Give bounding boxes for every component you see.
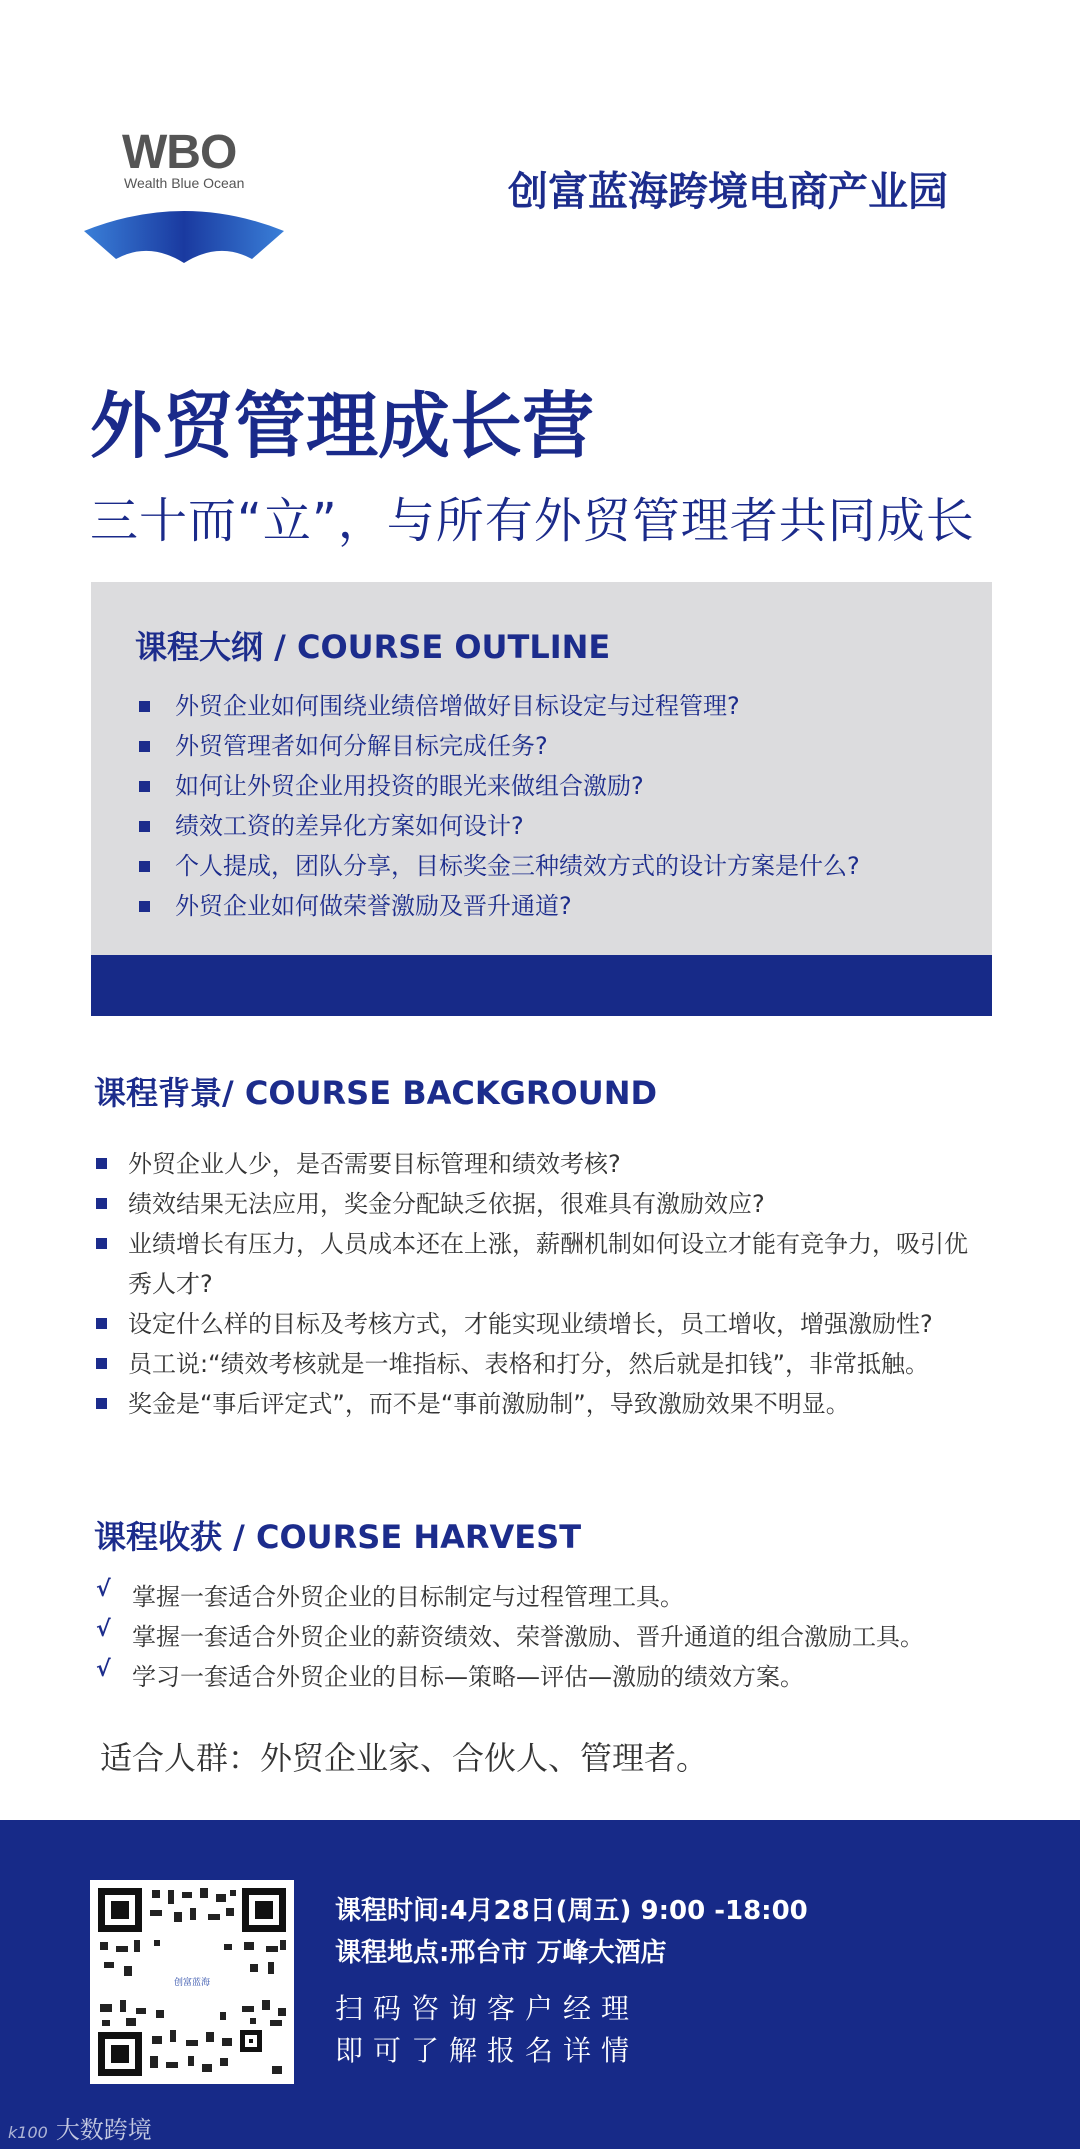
list-item-text: 业绩增长有压力，人员成本还在上涨，薪酬机制如何设立才能有竞争力，吸引优秀人才? [128,1230,968,1298]
list-item-text: 设定什么样的目标及考核方式，才能实现业绩增长，员工增收，增强激励性? [128,1310,933,1338]
qr-center-logo: 创富蓝海 [152,1972,232,1994]
list-item-text: 绩效工资的差异化方案如何设计? [175,812,524,840]
list-item [96,1577,924,1617]
list-item [96,1384,976,1424]
list-item [139,806,860,846]
checkmark-icon: √ [96,1617,111,1642]
bullet-square-icon [139,901,150,912]
outline-divider-bar [91,955,992,1016]
page-subtitle: 三十而“立”，与所有外贸管理者共同成长 [90,493,975,549]
list-item [96,1144,976,1184]
qr-code[interactable] [90,1880,294,2084]
list-item [139,846,860,886]
checkmark-icon: √ [96,1577,111,1602]
list-item-text: 外贸企业人少，是否需要目标管理和绩效考核? [128,1150,621,1178]
list-item [96,1617,924,1657]
outline-heading: 课程大纲 / COURSE OUTLINE [135,628,611,666]
list-item [139,886,860,926]
course-outline-panel [91,582,992,955]
target-audience: 适合人群：外贸企业家、合伙人、管理者。 [100,1739,709,1777]
harvest-heading: 课程收获 / COURSE HARVEST [94,1518,582,1556]
wave-logo-icon [84,203,284,265]
outline-list [139,686,860,926]
watermark [8,2110,152,2145]
course-location: 课程地点:邢台市 万峰大酒店 [335,1938,667,1968]
list-item-text: 员工说:“绩效考核就是一堆指标、表格和打分，然后就是扣钱”，非常抵触。 [128,1350,929,1378]
list-item-text: 外贸企业如何围绕业绩倍增做好目标设定与过程管理? [175,692,740,720]
logo-wordmark: WBO [122,126,237,179]
bullet-square-icon [96,1238,107,1249]
background-list [96,1144,976,1424]
footer-panel [0,1820,1080,2149]
list-item-text: 学习一套适合外贸企业的目标—策略—评估—激励的绩效方案。 [132,1663,804,1691]
list-item-text: 掌握一套适合外贸企业的目标制定与过程管理工具。 [132,1583,684,1611]
scan-instruction-line2: 即可了解报名详情 [335,2034,640,2067]
bullet-square-icon [96,1318,107,1329]
list-item-text: 外贸管理者如何分解目标完成任务? [175,732,548,760]
watermark-text: 大数跨境 [55,2116,152,2144]
harvest-list [96,1577,924,1697]
list-item-text: 奖金是“事后评定式”，而不是“事前激励制”，导致激励效果不明显。 [128,1390,850,1418]
list-item-text: 外贸企业如何做荣誉激励及晋升通道? [175,892,572,920]
list-item-text: 绩效结果无法应用，奖金分配缺乏依据，很难具有激励效应? [128,1190,765,1218]
page-title: 外贸管理成长营 [90,384,595,468]
bullet-square-icon [139,741,150,752]
watermark-logo-icon: k100 [8,2123,48,2142]
bullet-square-icon [96,1358,107,1369]
logo-tagline: Wealth Blue Ocean [124,175,245,191]
wbo-logo [84,125,294,265]
bullet-square-icon [139,861,150,872]
list-item-text: 掌握一套适合外贸企业的薪资绩效、荣誉激励、晋升通道的组合激励工具。 [132,1623,924,1651]
bullet-square-icon [139,821,150,832]
list-item [96,1224,968,1304]
list-item [96,1304,968,1344]
bullet-square-icon [96,1198,107,1209]
list-item [139,686,860,726]
background-heading: 课程背景/ COURSE BACKGROUND [94,1074,658,1112]
bullet-square-icon [139,701,150,712]
park-name: 创富蓝海跨境电商产业园 [508,169,948,215]
bullet-square-icon [96,1398,107,1409]
list-item [96,1184,976,1224]
list-item [139,766,860,806]
course-time: 课程时间:4月28日(周五) 9:00 -18:00 [335,1896,808,1926]
list-item [139,726,860,766]
bullet-square-icon [139,781,150,792]
scan-instruction-line1: 扫码咨询客户经理 [335,1992,640,2025]
list-item [96,1657,924,1697]
list-item [96,1344,976,1384]
bullet-square-icon [96,1158,107,1169]
list-item-text: 如何让外贸企业用投资的眼光来做组合激励? [175,772,644,800]
list-item-text: 个人提成，团队分享，目标奖金三种绩效方式的设计方案是什么? [175,852,860,880]
checkmark-icon: √ [96,1657,111,1682]
